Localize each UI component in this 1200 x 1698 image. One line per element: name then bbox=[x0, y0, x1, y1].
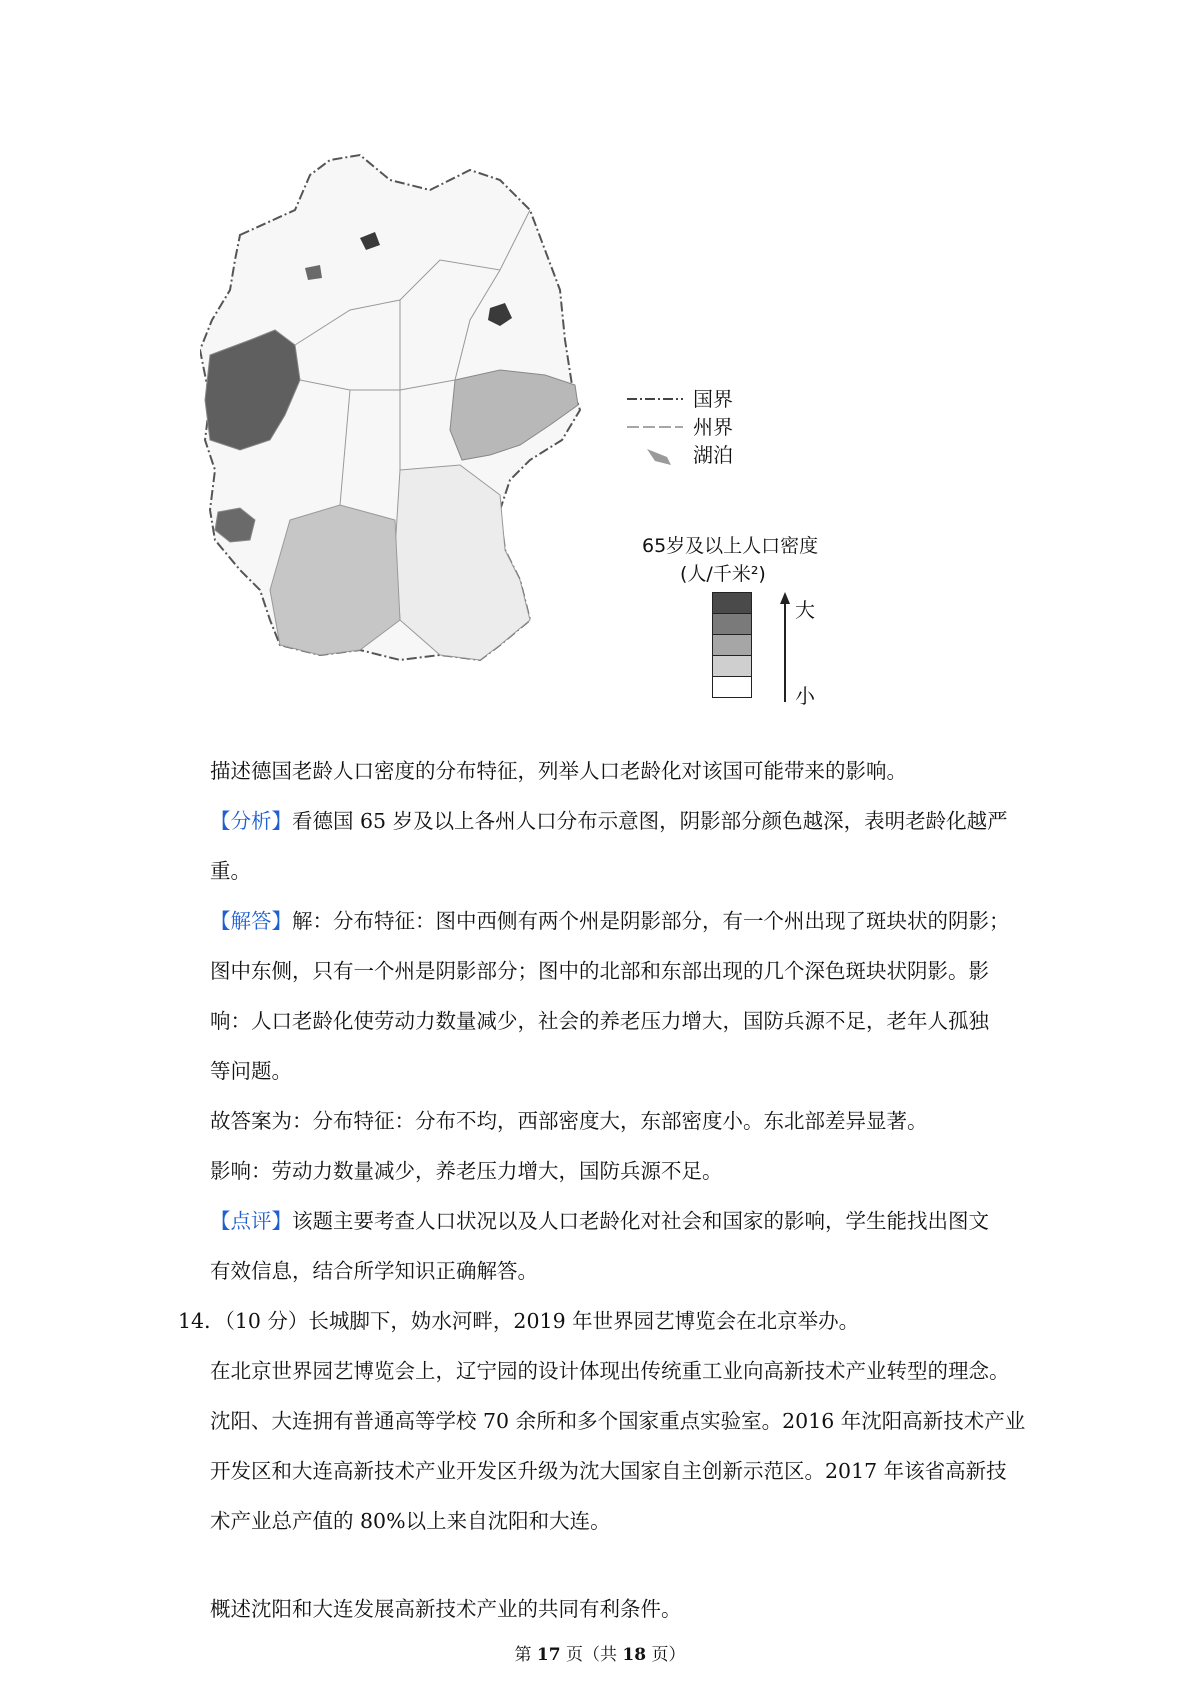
analysis-line2: 重。 bbox=[210, 859, 251, 883]
density-legend-unit: (人/千米²) bbox=[680, 563, 766, 585]
germany-map-figure bbox=[200, 150, 860, 730]
answer-line1 bbox=[210, 907, 1030, 935]
analysis-text1: 看德国 65 岁及以上各州人口分布示意图，阴影部分颜色越深，表明老龄化越严 bbox=[292, 809, 1008, 833]
answer-line2: 图中东侧，只有一个州是阴影部分；图中的北部和东部出现的几个深色斑块状阴影。影 bbox=[210, 959, 989, 983]
density-swatch bbox=[712, 592, 752, 613]
density-legend-title: 65岁及以上人口密度 bbox=[642, 535, 819, 557]
density-swatch bbox=[712, 613, 752, 634]
legend-state-border bbox=[625, 413, 825, 441]
density-swatch bbox=[712, 676, 752, 698]
footer-middle: 页（共 bbox=[560, 1645, 623, 1665]
density-scale bbox=[712, 592, 752, 698]
legend-lake bbox=[625, 441, 825, 469]
lake-icon bbox=[625, 441, 685, 469]
comment-tag: 【点评】 bbox=[210, 1209, 292, 1233]
state-saxony bbox=[450, 370, 578, 460]
answer-line4: 等问题。 bbox=[210, 1059, 292, 1083]
germany-map bbox=[200, 150, 660, 730]
legend-national-border-label: 国界 bbox=[693, 387, 733, 411]
question14-line1: 在北京世界园艺博览会上，辽宁园的设计体现出传统重工业向高新技术产业转型的理念。 bbox=[210, 1359, 1010, 1383]
analysis-tag: 【分析】 bbox=[210, 809, 292, 833]
state-border-symbol bbox=[625, 413, 685, 441]
density-swatch bbox=[712, 655, 752, 676]
arrow-up-icon bbox=[778, 592, 792, 702]
density-swatch bbox=[712, 634, 752, 655]
question14-header: 14．（10 分）长城脚下，妫水河畔，2019 年世界园艺博览会在北京举办。 bbox=[178, 1309, 860, 1333]
state-baden-wuerttemberg bbox=[270, 505, 400, 655]
comment-text1: 该题主要考查人口状况以及人口老龄化对社会和国家的影响，学生能找出图文 bbox=[292, 1209, 989, 1233]
legend-national-border bbox=[625, 385, 825, 413]
question13-prompt: 描述德国老龄人口密度的分布特征，列举人口老龄化对该国可能带来的影响。 bbox=[210, 759, 907, 783]
answer-line5: 故答案为：分布特征：分布不均，西部密度大，东部密度小。东北部差异显著。 bbox=[210, 1109, 928, 1133]
analysis-line1 bbox=[210, 807, 1030, 835]
comment-line1 bbox=[210, 1207, 1030, 1235]
answer-text1: 解：分布特征：图中西侧有两个州是阴影部分，有一个州出现了斑块状的阴影； bbox=[292, 909, 1010, 933]
footer-prefix: 第 bbox=[514, 1645, 537, 1665]
footer-page-number: 17 bbox=[536, 1645, 561, 1665]
question14-line2: 沈阳、大连拥有普通高等学校 70 余所和多个国家重点实验室。2016 年沈阳高新技术产业 bbox=[210, 1409, 1026, 1433]
answer-line3: 响：人口老龄化使劳动力数量减少，社会的养老压力增大，国防兵源不足，老年人孤独 bbox=[210, 1009, 989, 1033]
state-bavaria bbox=[395, 465, 530, 660]
density-high-label: 大 bbox=[795, 598, 815, 622]
answer-line6: 影响：劳动力数量减少，养老压力增大，国防兵源不足。 bbox=[210, 1159, 723, 1183]
footer-suffix: 页） bbox=[646, 1645, 686, 1665]
question14-line3: 开发区和大连高新技术产业开发区升级为沈大国家自主创新示范区。2017 年该省高新技 bbox=[210, 1459, 1007, 1483]
question14-line4: 术产业总产值的 80%以上来自沈阳和大连。 bbox=[210, 1509, 611, 1533]
legend-lake-label: 湖泊 bbox=[693, 443, 733, 467]
footer-total-pages: 18 bbox=[622, 1645, 647, 1665]
answer-tag: 【解答】 bbox=[210, 909, 292, 933]
legend-state-border-label: 州界 bbox=[693, 415, 733, 439]
question14-prompt: 概述沈阳和大连发展高新技术产业的共同有利条件。 bbox=[210, 1597, 682, 1621]
comment-line2: 有效信息，结合所学知识正确解答。 bbox=[210, 1259, 538, 1283]
national-border-symbol bbox=[625, 385, 685, 413]
page-footer bbox=[0, 1640, 1200, 1665]
density-low-label: 小 bbox=[795, 684, 815, 708]
